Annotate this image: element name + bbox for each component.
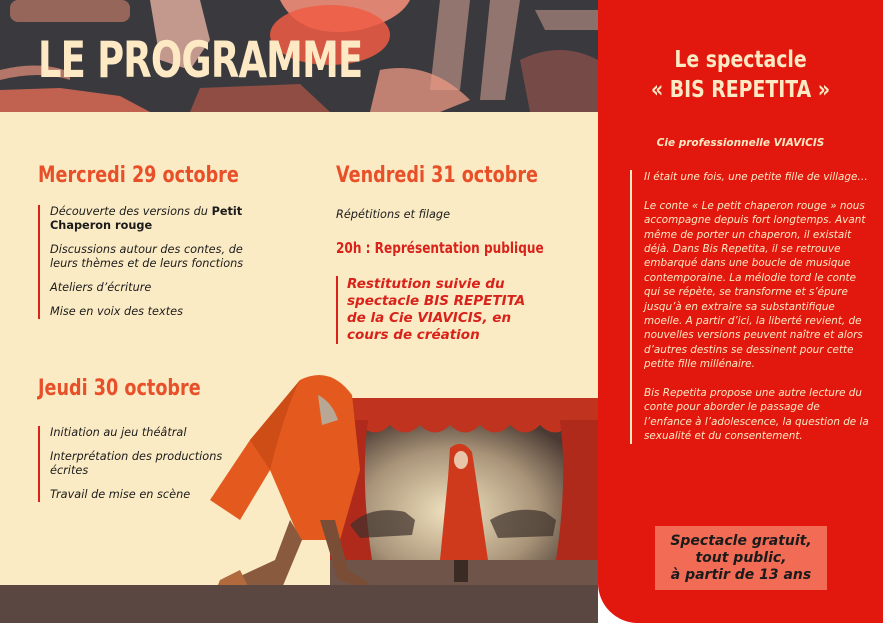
free-line: tout public,	[695, 549, 787, 566]
description-paragraph: Il était une fois, une petite fille de village…	[644, 171, 868, 183]
activity-item: Interprétation des productions écrites	[50, 450, 223, 477]
day-title-friday: Vendredi 31 octobre	[336, 163, 538, 188]
activity-item: Ateliers d’écriture	[50, 281, 152, 294]
stage-floor	[0, 585, 598, 623]
activity-item: Mise en voix des textes	[50, 305, 183, 318]
program-title: LE PROGRAMME	[38, 31, 363, 89]
day-title-thursday: Jeudi 30 octobre	[38, 376, 201, 401]
spectacle-title	[598, 45, 883, 105]
restitution-note: Restitution suivie du spectacle BIS REPETITA de la Cie VIAVICIS, en cours de création	[336, 276, 547, 344]
spectacle-description	[630, 170, 869, 444]
performance-time: 20h : Représentation publique	[336, 239, 544, 257]
rehearsal-item: Répétitions et filage	[336, 208, 451, 221]
spectacle-title-line2: « BIS REPETITA »	[650, 77, 831, 103]
description-paragraph: Bis Repetita propose une autre lecture du conte pour aborder le passage de l’enfance à l’adolescence, la question de la sexualité et du consentement.	[644, 387, 869, 443]
free-line: Spectacle gratuit,	[670, 532, 812, 549]
day-title-wednesday: Mercredi 29 octobre	[38, 163, 239, 188]
spectacle-panel	[598, 0, 883, 623]
activity-item: Travail de mise en scène	[50, 488, 191, 501]
activity-item: Discussions autour des contes, de leurs thèmes et de leurs fonctions	[50, 243, 244, 270]
activity-item: Initiation au jeu théâtral	[50, 426, 187, 439]
description-paragraph: Le conte « Le petit chaperon rouge » nous accompagne depuis fort longtemps. Avant même de porter un chaperon, il existait déjà. Dans Bis Repetita, il se retrouve embarqué dans une boucle de musique contemporaine. La mélodie tord le conte qui se répète, se transforme et s’épure jusqu’à en extraire sa substantifique moelle. A partir d’ici, la liberté revient, de nouvelles versions peuvent naître et alors d’autres destins se dessinent pour cette petite fille millénaire.	[644, 199, 866, 371]
free-line: à partir de 13 ans	[670, 566, 812, 583]
company-name: Cie professionnelle VIAVICIS	[656, 137, 825, 149]
activity-item: Découverte des versions du Petit Chaperon rouge	[50, 205, 243, 232]
free-admission-box	[655, 526, 827, 590]
spectacle-title-line1: Le spectacle	[674, 47, 807, 73]
